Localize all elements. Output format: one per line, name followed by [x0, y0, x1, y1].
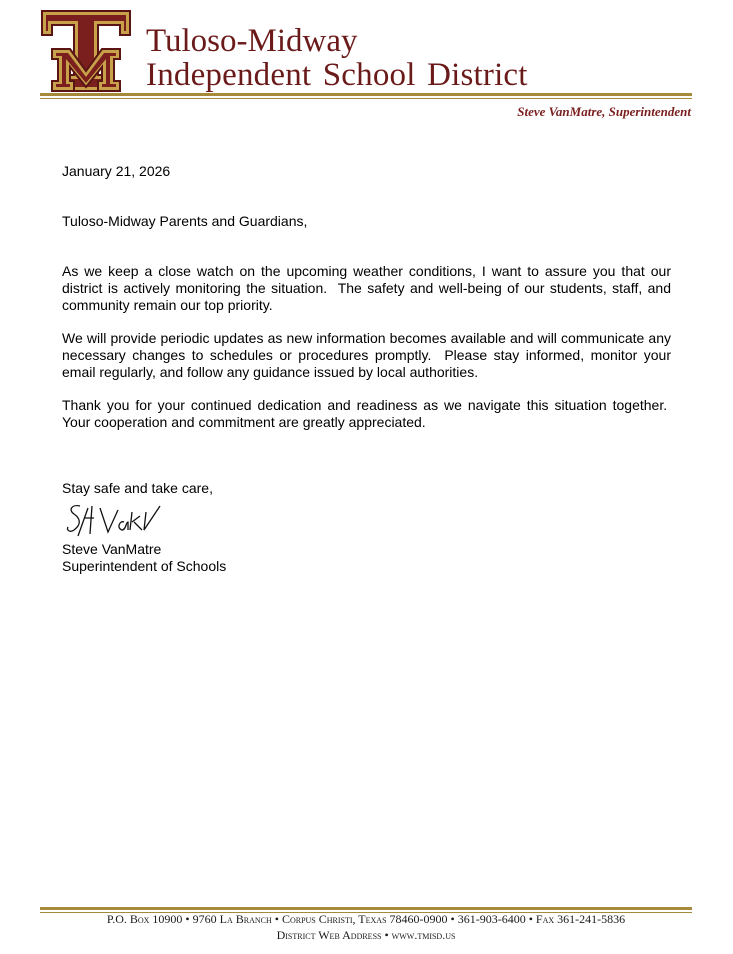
- footer-divider-thick: [40, 907, 692, 910]
- footer-address: P.O. Box 10900 • 9760 La Branch • Corpus Christi, Texas 78460-0900 • 361-903-6400 • Fax 361-241-5836: [106, 912, 626, 926]
- header-divider-thin: [40, 98, 692, 99]
- district-name: [146, 24, 528, 92]
- tm-monogram-logo-icon: [40, 9, 132, 93]
- signer-name: Steve VanMatre: [62, 541, 162, 557]
- letter-paragraph: Thank you for your continued dedication and readiness as we navigate this situation together. Your cooperation and commitment are greatly appreciated.: [62, 397, 671, 430]
- footer-web-address: District Web Address • www.tmisd.us: [276, 928, 456, 942]
- superintendent-tagline: Steve VanMatre, Superintendent: [517, 104, 691, 119]
- signer-title: Superintendent of Schools: [62, 558, 227, 574]
- letter-salutation: Tuloso-Midway Parents and Guardians,: [62, 213, 308, 229]
- header-divider-thick: [40, 93, 692, 96]
- letter-date: January 21, 2026: [62, 163, 171, 179]
- handwritten-signature-icon: [64, 500, 164, 540]
- letter-paragraph: We will provide periodic updates as new information becomes available and will communicate any necessary changes to schedules or procedures promptly. Please stay informed, monitor your email regularly, and follow any guidance issued by local authorities.: [62, 330, 671, 380]
- letter-paragraph: As we keep a close watch on the upcoming weather conditions, I want to assure you that our district is actively monitoring the situation. The safety and well-being of our students, staff, and community remain our top priority.: [62, 263, 671, 313]
- district-name-line1: Tuloso-Midway: [146, 23, 358, 59]
- district-name-line2: Independent School District: [146, 57, 528, 93]
- letter-closing: Stay safe and take care,: [62, 480, 213, 496]
